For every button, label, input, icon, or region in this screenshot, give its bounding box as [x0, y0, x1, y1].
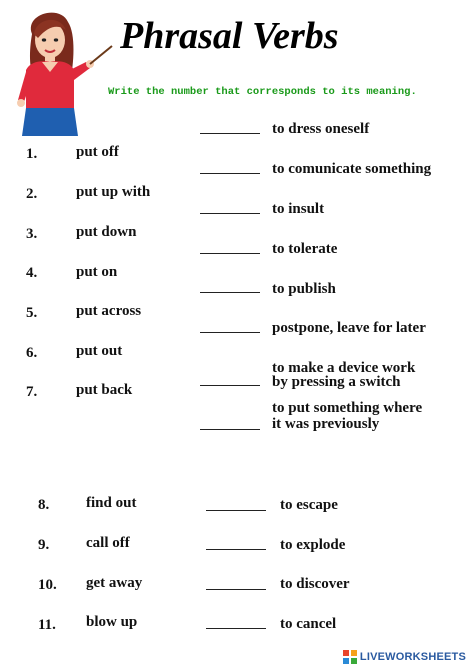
answer-blank[interactable] — [200, 173, 260, 174]
verb-label: put down — [76, 224, 137, 240]
verb-number: 6. — [26, 345, 38, 361]
verb-label: blow up — [86, 614, 138, 630]
verb-label: put up with — [76, 184, 151, 200]
verb-label: put out — [76, 343, 123, 359]
verb-number: 7. — [26, 384, 38, 400]
verb-label: put across — [76, 303, 142, 319]
verb-number: 4. — [26, 265, 38, 281]
meaning-text: to make a device work — [272, 360, 416, 376]
answer-blank[interactable] — [200, 133, 260, 134]
verb-label: get away — [86, 575, 143, 591]
instructions: Write the number that corresponds to its meaning. — [108, 86, 417, 98]
verb-number: 9. — [38, 537, 50, 553]
verb-label: put back — [76, 382, 133, 398]
verb-label: put on — [76, 264, 118, 280]
answer-blank[interactable] — [200, 253, 260, 254]
verb-label: call off — [86, 535, 130, 551]
answer-blank[interactable] — [200, 332, 260, 333]
meaning-text: to escape — [280, 497, 338, 513]
meaning-text: to discover — [280, 576, 350, 592]
meaning-text: to comunicate something — [272, 161, 432, 177]
answer-blank[interactable] — [200, 385, 260, 386]
answer-blank[interactable] — [206, 510, 266, 511]
page-title: Phrasal Verbs — [120, 15, 339, 57]
liveworksheets-logo-icon — [343, 650, 357, 664]
meaning-text: to put something where — [272, 400, 423, 416]
meaning-text: it was previously — [272, 416, 380, 432]
answer-blank[interactable] — [200, 292, 260, 293]
brand-text: LIVEWORKSHEETS — [359, 651, 466, 663]
meaning-text: postpone, leave for later — [272, 320, 426, 336]
meaning-text: to insult — [272, 201, 325, 217]
teacher-illustration — [4, 4, 116, 136]
meaning-text: to explode — [280, 537, 346, 553]
answer-blank[interactable] — [200, 429, 260, 430]
answer-blank[interactable] — [206, 589, 266, 590]
verb-number: 3. — [26, 226, 38, 242]
verb-label: put off — [76, 144, 119, 160]
answer-blank[interactable] — [206, 628, 266, 629]
meaning-text: to publish — [272, 281, 336, 297]
meaning-text: to dress oneself — [272, 121, 370, 137]
answer-blank[interactable] — [206, 549, 266, 550]
verb-number: 1. — [26, 146, 38, 162]
meaning-text: to tolerate — [272, 241, 338, 257]
verb-number: 5. — [26, 305, 38, 321]
verb-label: find out — [86, 495, 137, 511]
verb-number: 2. — [26, 186, 38, 202]
answer-blank[interactable] — [200, 213, 260, 214]
footer-brand[interactable] — [343, 649, 466, 665]
verb-number: 8. — [38, 497, 50, 513]
verb-number: 11. — [38, 617, 56, 633]
meaning-text: to cancel — [280, 616, 337, 632]
verb-number: 10. — [38, 577, 57, 593]
meaning-text: by pressing a switch — [272, 374, 401, 390]
